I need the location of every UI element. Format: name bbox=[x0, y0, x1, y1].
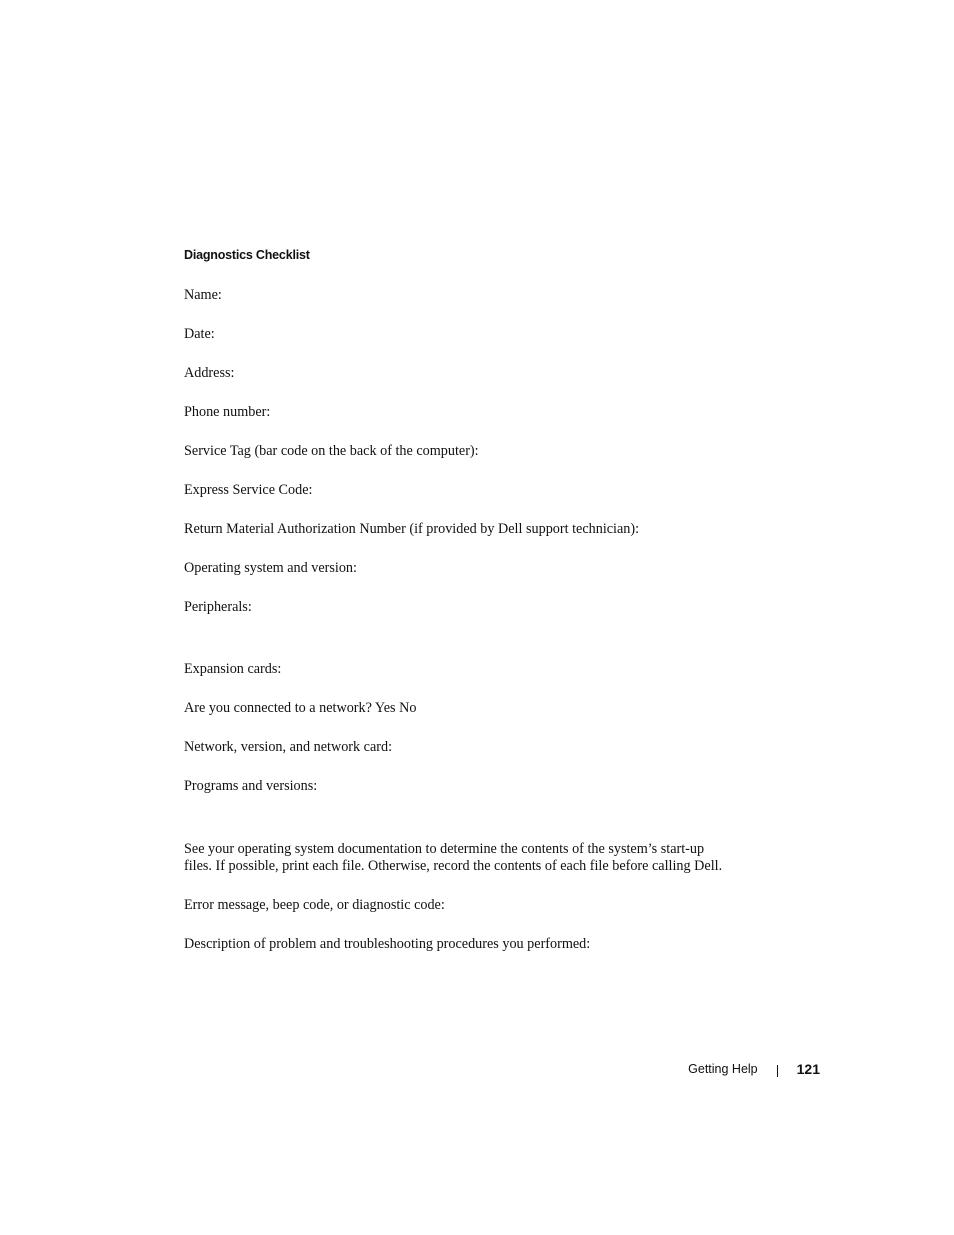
field-problem-description-label: Description of problem and troubleshooting procedures you performed: bbox=[184, 936, 591, 952]
field-os-version-label: Operating system and version: bbox=[184, 560, 357, 576]
field-date-label: Date: bbox=[184, 326, 215, 342]
startup-note-line-1: See your operating system documentation to determine the contents of the system’s start-up bbox=[184, 841, 705, 857]
field-programs-label: Programs and versions: bbox=[184, 778, 318, 794]
field-express-service-code-label: Express Service Code: bbox=[184, 482, 313, 498]
startup-files-note bbox=[184, 841, 744, 875]
field-name-label: Name: bbox=[184, 287, 222, 303]
footer-section-title: Getting Help bbox=[688, 1062, 758, 1076]
field-error-message-label: Error message, beep code, or diagnostic code: bbox=[184, 897, 445, 913]
field-expansion-cards-label: Expansion cards: bbox=[184, 661, 282, 677]
page-footer bbox=[688, 1061, 820, 1077]
startup-note-line-2: files. If possible, print each file. Otherwise, record the contents of each file before calling Dell. bbox=[184, 858, 723, 874]
field-network-version-label: Network, version, and network card: bbox=[184, 739, 393, 755]
page-number: 121 bbox=[796, 1061, 820, 1077]
checklist-heading: Diagnostics Checklist bbox=[184, 248, 310, 262]
field-phone-label: Phone number: bbox=[184, 404, 271, 420]
footer-separator bbox=[777, 1065, 778, 1077]
field-address-label: Address: bbox=[184, 365, 235, 381]
field-peripherals-label: Peripherals: bbox=[184, 599, 252, 615]
field-rma-number-label: Return Material Authorization Number (if provided by Dell support technician): bbox=[184, 521, 640, 537]
field-network-connected-label: Are you connected to a network? Yes No bbox=[184, 700, 417, 716]
field-service-tag-label: Service Tag (bar code on the back of the computer): bbox=[184, 443, 479, 459]
